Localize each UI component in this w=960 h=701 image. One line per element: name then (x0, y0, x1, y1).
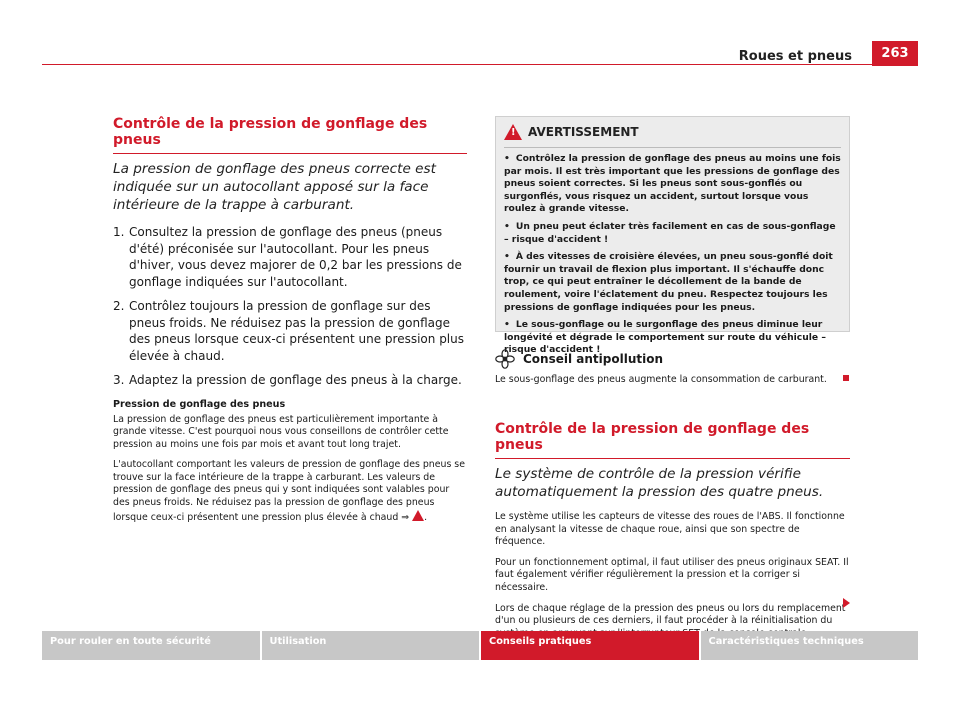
warning-title: AVERTISSEMENT (528, 125, 639, 139)
warning-bullet-text: Un pneu peut éclater très facilement en cas de sous-gonflage – risque d'accident ! (504, 220, 836, 245)
subheading: Pression de gonflage des pneus (113, 398, 286, 410)
paragraph: Le système utilise les capteurs de vitesse des roues de l'ABS. Il fonctionne en analysant la vitesse de chaque roue, ainsi que son spectre de fréquence. (495, 511, 845, 548)
chapter-title: Roues et pneus (738, 49, 852, 64)
tpms-section (495, 421, 850, 640)
tab-technical-specs[interactable]: Caractéristiques techniques (701, 631, 919, 660)
step-text: Adaptez la pression de gonflage des pneus à la charge. (129, 373, 462, 387)
flower-icon (495, 349, 515, 369)
list-item (113, 372, 467, 389)
paragraph: Pour un fonctionnement optimal, il faut utiliser des pneus originaux SEAT. Il faut également vérifier régulièrement la pression et la corriger si nécessaire. (495, 556, 849, 593)
step-text: Contrôlez toujours la pression de gonflage sur des pneus froids. Ne réduisez pas la pression de gonflage des pneus lorsque ceux-ci présentent une pression plus élevée à chaud. (129, 299, 464, 363)
footer-tabs (42, 631, 918, 660)
warning-bullet-text: À des vitesses de croisière élevées, un pneu sous-gonflé doit fournir un travail de flexion plus important. Il s'échauffe donc trop, ce qui peut entraîner le décollement de la bande de roulement, voire l'éclatement du pneu. Respectez toujours les pressions de gonflage indiquées pour les pneus. (504, 251, 833, 313)
step-number: 2. (113, 299, 125, 313)
tab-practical-tips[interactable]: Conseils pratiques (481, 631, 699, 660)
warning-box (495, 116, 850, 356)
paragraph-text: L'autocollant comportant les valeurs de pression de gonflage des pneus se trouve sur la face intérieure de la trappe à carburant. Les valeurs de pression de gonflage des pneus qui y sont indiquées sont valables pour des pneus froids. Ne réduisez pas la pression de gonflage des pneus lorsque ceux-ci présentent une pression plus élevée à chaud ⇒ (113, 459, 465, 523)
step-text: Consultez la pression de gonflage des pneus (pneus d'été) préconisée sur l'autocollant. Pour les pneus d'hiver, vous devez majorer de 0,2 bar les pressions de gonflage indiquées sur l'autocollant. (129, 225, 462, 289)
warning-reference-icon[interactable] (412, 510, 424, 521)
eco-tip-title: Conseil antipollution (523, 352, 664, 366)
warning-bullet: • Contrôlez la pression de gonflage des pneus au moins une fois par mois. Il est très important que les pressions de gonflage des pneus soient correctes. Si les pneus sont sous-gonflés ou surgonflés, vous risquez un accident, surtout lorsque vous roulez à grande vitesse. (504, 153, 841, 215)
section-intro: La pression de gonflage des pneus correcte est indiquée sur un autocollant apposé sur la face intérieure de la trappe à carburant. (113, 161, 436, 213)
step-number: 3. (113, 373, 125, 387)
end-of-section-marker (843, 375, 849, 381)
warning-bullet-text: Le sous-gonflage ou le surgonflage des pneus diminue leur longévité et dégrade le comportement sur route du véhicule – risque d'accident ! (504, 319, 826, 356)
paragraph-end: . (424, 511, 428, 523)
warning-bullet: • Le sous-gonflage ou le surgonflage des pneus diminue leur longévité et dégrade le comportement sur route du véhicule – risque d'accident ! (504, 319, 826, 356)
left-column (113, 116, 467, 532)
section-intro: Le système de contrôle de la pression vérifie automatiquement la pression des quatre pneus. (495, 466, 824, 500)
tab-safety[interactable]: Pour rouler en toute sécurité (42, 631, 260, 660)
list-item (113, 298, 467, 364)
paragraph (113, 459, 467, 524)
page-number: 263 (872, 41, 918, 66)
warning-header (504, 117, 841, 148)
continue-arrow-icon[interactable] (843, 598, 850, 608)
tab-operation[interactable]: Utilisation (262, 631, 480, 660)
eco-tip-header (495, 349, 850, 369)
section-title: Contrôle de la pression de gonflage des pneus (113, 116, 467, 154)
step-number: 1. (113, 225, 125, 239)
steps-list (113, 224, 467, 389)
warning-bullet: • Un pneu peut éclater très facilement en cas de sous-gonflage – risque d'accident ! (504, 220, 836, 245)
warning-bullet-text: Contrôlez la pression de gonflage des pneus au moins une fois par mois. Il est très important que les pressions de gonflage des pneus soient correctes. Si les pneus sont sous-gonflés ou surgonflés, vous risquez un accident, surtout lorsque vous roulez à grande vitesse. (504, 153, 841, 215)
right-column (495, 116, 850, 648)
paragraph: Lors de chaque réglage de la pression des pneus ou lors du remplacement d'un ou plusieurs de ces derniers, il faut procéder à la réinitialisation du (495, 602, 846, 627)
eco-tip-text: Le sous-gonflage des pneus augmente la consommation de carburant. (495, 374, 827, 385)
warning-triangle-icon (504, 124, 522, 140)
warning-bullet: • À des vitesses de croisière élevées, un pneu sous-gonflé doit fournir un travail de flexion plus important. Il s'échauffe donc trop, ce qui peut entraîner le décollement de la bande de roulement, voire l'éclatement du pneu. Respectez toujours les pressions de gonflage indiquées pour les pneus. (504, 251, 833, 313)
section-title: Contrôle de la pression de gonflage des pneus (495, 421, 850, 459)
paragraph: La pression de gonflage des pneus est particulièrement importante à grande vitesse. C'est pourquoi nous vous conseillons de contrôler cette pression au moins une fois par mois et avant tout long trajet. (113, 413, 449, 450)
list-item (113, 224, 467, 290)
header-rule (42, 64, 918, 65)
